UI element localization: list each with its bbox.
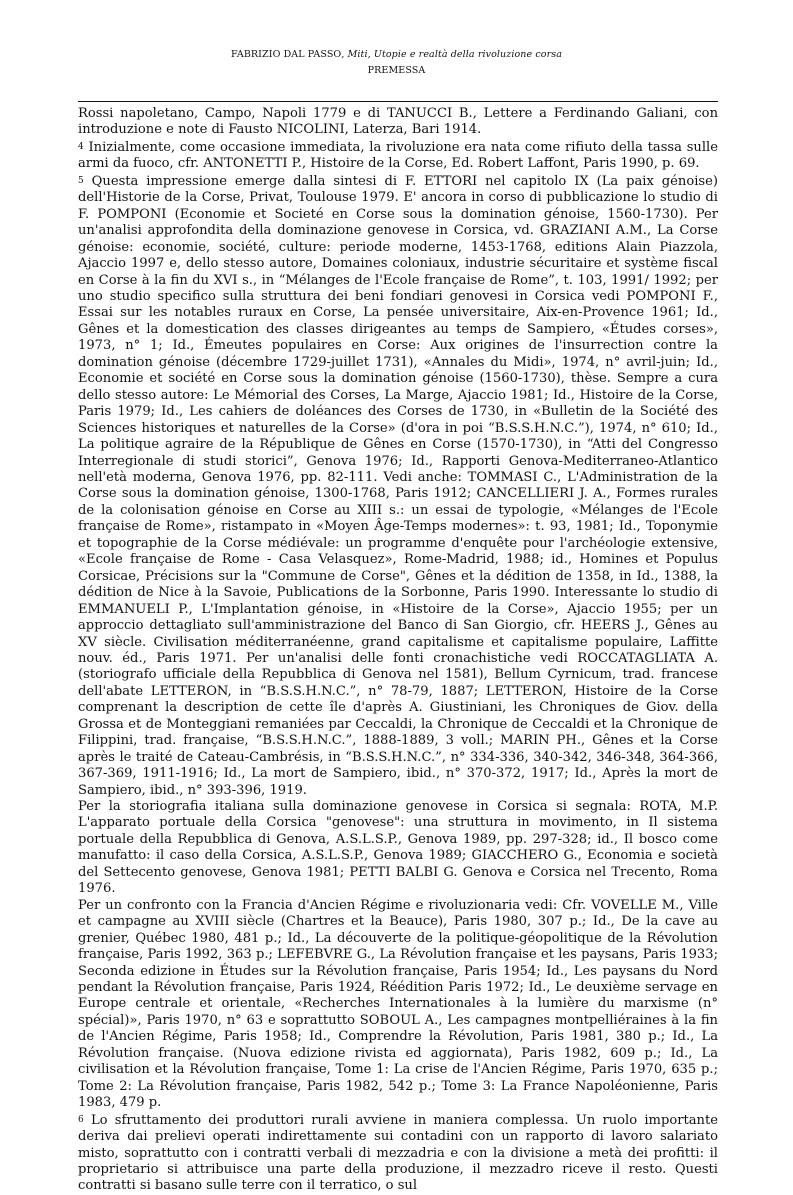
- footnote-5: $^5$ Questa impressione emerge dalla sintesi di F. ETTORI nel capitolo IX (La paix génoise) dell'Historie de la Corse, Privat, Toulouse 1979. E' ancora in corso di pubblicazione lo studio di F. POMPONI (Economie et Societé en Corse sous la domination génoise, 1560-1730). Per un'analisi approfondita della dominazione genovese in Corsica, vd. GRAZIANI A.M., La Corse génoise: economie, société, culture: periode moderne, 1453-1768, editions Alain Piazzola, Ajaccio 1997 e, dello stesso autore, Domaines coloniaux, industrie sécuritaire et système fiscal en Corse à la fin du XVI s., in “Mélanges de l'Ecole française de Rome”, t. 103, 1991/ 1992; per uno studio specifico sulla struttura dei beni fondiari genovesi in Corsica vedi POMPONI F., Essai sur les notables ruraux en Corse, La pensée universitaire, Aix-en-Provence 1961; Id., Gênes et la domestication des classes dirigeantes au temps de Sampiero, «Études corses», 1973, n° 1; Id., Émeutes populaires en Corse: Aux origines de l'insurrection contre la domination génoise (décembre 1729-juillet 1731), «Annales du Midi», 1974, n° avril-juin; Id., Economie et société en Corse sous la domination génoise (1560-1730), thèse. Sempre a cura dello stesso autore: Le Mémorial des Corses, La Marge, Ajaccio 1981; Id., Histoire de la Corse, Paris 1979; Id., Les cahiers de doléances des Corses de 1730, in «Bulletin de la Société des Sciences historiques et naturelles de la Corse» (d'ora in poi “B.S.S.H.N.C.”), 1974, n° 610; Id., La politique agraire de la République de Gênes en Corse (1570-1730), in “Atti del Congresso Interregionale di studi storici”, Genova 1976; Id., Rapporti Genova-Mediterraneo-Atlantico nell'età moderna, Genova 1976, pp. 82-111. Vedi anche: TOMMASI C., L'Administration de la Corse sous la domination génoise, 1300-1768, Paris 1912; CANCELLIERI J. A., Formes rurales de la colonisation génoise en Corse au XIII s.: un essai de typologie, «Mélanges de l'Ecole française de Rome», ristampato in «Moyen Âge-Temps modernes»: t. 93, 1981; Id., Toponymie et topographie de la Corse médiévale: un programme d'enquête pour l'archéologie extensive, «Ecole française de Rome - Casa Velasquez», Rome-Madrid, 1988; id., Homines et Populus Corsicae, Précisions sur la "Commune de Corse", Gênes et la dédition de 1358, in Id., 1388, la dédition de Nice à la Savoie, Publications de la Sorbonne, Paris 1990. Interessante lo studio di EMMANUELI P., L'Implantation génoise, in «Histoire de la Corse», Ajaccio 1955; per un approccio dettagliato sull'amministrazione del Banco di San Giorgio, cfr. HEERS J., Gênes au XV siècle. Civilisation méditerranéenne, grand capitalisme et capitalisme populaire, Laffitte nouv. éd., Paris 1971. Per un'analisi delle fonti cronachistiche vedi ROCCATAGLIATA A. (storiografo ufficiale della Repubblica di Genova nel 1581), Bellum Cyrnicum, trad. francese dell'abate LETTERON, in “B.S.S.H.N.C.”, n° 78-79, 1887; LETTERON, Histoire de la Corse comprenant la description de cette île d'après A. Giustiniani, les Chroniques de Giov. della Grossa et de Monteggiani remaniées par Ceccaldi, la Chronique de Ceccaldi et la Chronique de Filippini, trad. française, “B.S.S.H.N.C.”, 1888-1889, 3 voll.; MARIN PH., Gênes et la Corse après le traité de Cateau-Cambrésis, in “B.S.S.H.N.C.”, n° 334-336, 340-342, 346-348, 364-366, 367-369, 1911-1916; Id., La mort de Sampiero, ibid., n° 370-372, 1917; Id., Après la mort de Sampiero, ibid., n° 393-396, 1919.: [78, 173, 718, 798]
- footnote-continuation: Rossi napoletano, Campo, Napoli 1779 e di TANUCCI B., Lettere a Ferdinando Galiani, con introduzione e note di Fausto NICOLINI, Laterza, Bari 1914.: [78, 106, 718, 138]
- footnote-6: $^6$ Lo sfruttamento dei produttori rurali avviene in maniera complessa. Un ruolo importante deriva dai prelievi operati indirettamente sui contadini con un rapporto di lavoro salariato misto, soprattutto con i contratti verbali di mezzadria e con la divisione a metà dei profitti: il proprietario si attribuisce una parte della produzione, il mezzadro riceve il resto. Questi contratti si basano sulle terre con il terratico, o sul: [78, 1112, 718, 1194]
- footnote-5-italian-historiography: Per la storiografia italiana sulla dominazione genovese in Corsica si segnala: ROTA, M.P. L'apparato portuale della Corsica "genovese": una struttura in movimento, in Il sistema portuale della Repubblica di Genova, A.S.L.S.P., Genova 1989, pp. 297-328; id., Il bosco come manufatto: il caso della Corsica, A.S.L.S.P., Genova 1989; GIACCHERO G., Economia e società del Settecento genovese, Genova 1981; PETTI BALBI G. Genova e Corsica nel Trecento, Roma 1976.: [78, 799, 718, 897]
- footnotes-body: [78, 106, 718, 1195]
- running-header: FABRIZIO DAL PASSO, Miti, Utopie e realtà della rivoluzione corsa PREMESSA: [0, 47, 793, 79]
- footnote-5-france-comparison: Per un confronto con la Francia d'Ancien Régime e rivoluzionaria vedi: Cfr. VOVELLE M., Ville et campagne au XVIII siècle (Chartres et la Beauce), Paris 1980, 307 p.; Id., De la cave au grenier, Québec 1980, 481 p.; Id., La découverte de la politique-géopolitique de la Révolution française, Paris 1992, 363 p.; LEFEBVRE G., La Révolution française et les paysans, Paris 1933; Seconda edizione in Études sur la Révolution française, Paris 1954; Id., Les paysans du Nord pendant la Révolution française, Paris 1924, Réédition Paris 1972; Id., Le deuxième servage en Europe centrale et orientale, «Recherches Internationales à la lumière du marxisme (n° spécial)», Paris 1970, n° 63 e soprattutto SOBOUL A., Les campagnes montpelliéraines à la fin de l'Ancien Régime, Paris 1958; Id., Comprendre la Révolution, Paris 1981, 380 p.; Id., La Révolution française. (Nuova edizione rivista ed aggiornata), Paris 1982, 609 p.; Id., La civilisation et la Révolution française, Tome 1: La crise de l'Ancien Régime, Paris 1970, 635 p.; Tome 2: La Révolution française, Paris 1982, 542 p.; Tome 3: La France Napoléonienne, Paris 1983, 479 p.: [78, 897, 718, 1111]
- footnote-4: $^4$ Inizialmente, come occasione immediata, la rivoluzione era nata come rifiuto della tassa sulle armi da fuoco, cfr. ANTONETTI P., Histoire de la Corse, Ed. Robert Laffont, Paris 1990, p. 69.: [78, 139, 718, 172]
- header-section: PREMESSA: [367, 65, 426, 76]
- footnote-number: 5: [78, 175, 84, 186]
- footnote-number: 6: [78, 1114, 84, 1125]
- footnote-number: 4: [78, 141, 84, 152]
- footnote-divider: [78, 101, 718, 102]
- header-author: FABRIZIO DAL PASSO: [231, 49, 342, 60]
- header-title: Miti, Utopie e realtà della rivoluzione corsa: [347, 49, 562, 60]
